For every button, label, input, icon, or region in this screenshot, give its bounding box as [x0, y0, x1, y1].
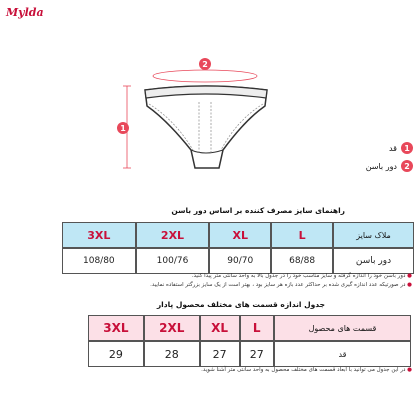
table-header-row: [62, 222, 414, 248]
waist-marker-num: 2: [202, 60, 208, 69]
size-header: L: [240, 315, 274, 341]
header-label: قسمت های محصول: [274, 315, 411, 341]
table2-note: ● در این جدول می توانید با ابعاد قسمت های مختلف محصول به واحد سانتی متر آشنا شوید.: [201, 367, 412, 373]
header-label: ملاک سایز: [333, 222, 414, 248]
note-line: ● دور باسن خود را اندازه گرفته و سایز مناسب خود را در جدول بالا به واحد سانتی متر پیدا کنید.: [191, 273, 412, 279]
row-label: قد: [274, 341, 411, 367]
size-header: L: [271, 222, 333, 248]
table-cell: 68/88: [271, 248, 333, 274]
size-header: 3XL: [88, 315, 144, 341]
table1-caption: راهنمای سایز مصرف کننده بر اساس دور باسن: [171, 206, 345, 215]
underwear-diagram: [105, 50, 290, 180]
legend-item-height: [318, 142, 413, 154]
legend-label: قد: [388, 143, 397, 153]
size-header: 2XL: [144, 315, 200, 341]
table-cell: 28: [144, 341, 200, 367]
table-cell: 27: [240, 341, 274, 367]
legend-item-waist: [318, 160, 413, 172]
note-line: ● در صورتیکه عدد اندازه گیری شده بر حداکثر عدد بازه هر سایز بود ، بهتر است از یک سایز بزرگتر استفاده نمایید.: [150, 282, 412, 288]
table-cell: 90/70: [209, 248, 271, 274]
legend: [318, 142, 413, 172]
height-marker-num: 1: [120, 124, 126, 133]
briefs-outline: [145, 86, 267, 168]
table-cell: 108/80: [62, 248, 136, 274]
table-cell: 100/76: [136, 248, 210, 274]
table-row: [62, 248, 414, 274]
table-cell: 27: [200, 341, 240, 367]
legend-badge: 2: [401, 160, 413, 172]
table2-caption: جدول اندازه قسمت های مختلف محصول پادار: [156, 300, 325, 309]
legend-badge: 1: [401, 142, 413, 154]
row-label: دور باسن: [333, 248, 414, 274]
table1-notes: [7, 272, 412, 290]
size-guide-table: [62, 222, 414, 274]
size-header: XL: [209, 222, 271, 248]
product-measure-table: [88, 315, 411, 367]
legend-label: دور باسن: [365, 161, 397, 171]
brand-logo: Mylda: [6, 6, 44, 19]
size-header: XL: [200, 315, 240, 341]
size-header: 2XL: [136, 222, 210, 248]
table-cell: 29: [88, 341, 144, 367]
table-row: [88, 341, 411, 367]
waist-arrow: [153, 70, 257, 82]
size-header: 3XL: [62, 222, 136, 248]
table-header-row: [88, 315, 411, 341]
